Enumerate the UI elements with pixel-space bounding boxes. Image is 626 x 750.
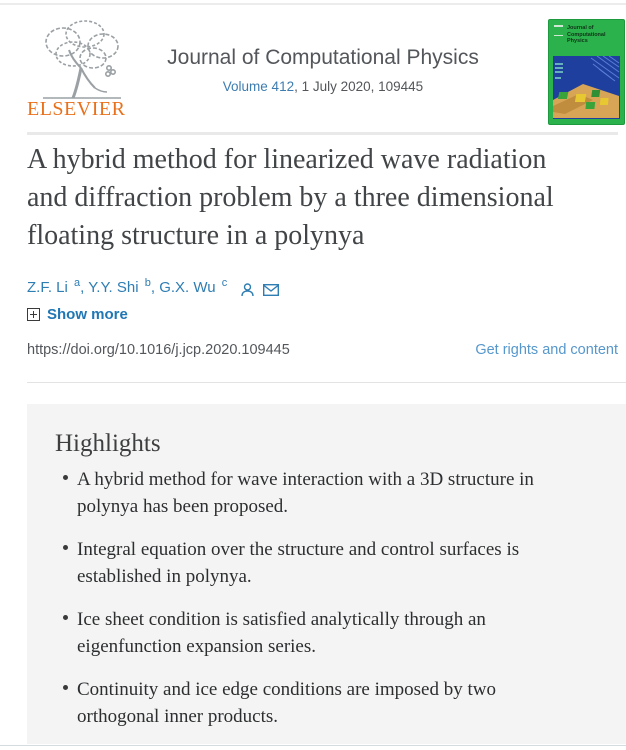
journal-cover-thumbnail[interactable] [548, 19, 625, 125]
highlight-item [27, 676, 555, 730]
expand-plus-icon [27, 308, 40, 321]
author-list [27, 277, 279, 298]
elsevier-logo[interactable] [27, 16, 137, 121]
highlights-heading: Highlights [55, 430, 161, 457]
highlight-text: A hybrid method for wave interaction with a 3D structure in polynya has been proposed. [77, 469, 534, 517]
cover-emblem-icon [554, 25, 563, 36]
email-envelope-icon[interactable] [263, 284, 279, 296]
page-top-divider [0, 3, 626, 5]
author-icons [237, 281, 278, 298]
highlight-item [27, 606, 555, 660]
article-title: A hybrid method for linearized wave radiation and diffraction problem by a three dimensional floating structure in a polynya [27, 144, 554, 251]
bullet-icon [63, 685, 68, 690]
doi-link[interactable]: https://doi.org/10.1016/j.jcp.2020.109445 [27, 342, 290, 358]
issue-info: , 1 July 2020, 109445 [294, 79, 424, 94]
highlight-text: Integral equation over the structure and control surfaces is established in polynya. [77, 539, 520, 587]
highlights-list [27, 466, 555, 746]
cover-artwork [553, 56, 620, 119]
get-rights-link[interactable]: Get rights and content [475, 342, 618, 358]
abstract-top-divider [27, 382, 626, 383]
bullet-icon [63, 615, 68, 620]
header-divider [27, 132, 618, 135]
journal-title-link[interactable]: Journal of Computational Physics [167, 46, 479, 69]
author-link[interactable]: Y.Y. Shi $^b$ [88, 277, 151, 296]
show-more-button[interactable] [27, 306, 128, 323]
author-link[interactable]: G.X. Wu $^c$ [159, 277, 228, 296]
page-bottom-divider [0, 745, 626, 746]
bullet-icon [63, 475, 68, 480]
highlights-section [27, 404, 626, 744]
corresponding-author-icon[interactable] [241, 283, 254, 297]
author-link[interactable]: Z.F. Li $^a$ [27, 277, 81, 296]
bullet-icon [63, 545, 68, 550]
doi-row [27, 342, 618, 358]
cover-title: Journal of Computational Physics [567, 25, 606, 44]
show-more-label: Show more [47, 306, 128, 323]
author-names-container: Z.F. Li $^a$, Y.Y. Shi $^b$, G.X. Wu $^c$ [27, 277, 228, 296]
highlight-text: Continuity and ice edge conditions are imposed by two orthogonal inner products. [77, 679, 496, 727]
highlight-text: Ice sheet condition is satisfied analytically through an eigenfunction expansion series. [77, 609, 486, 657]
elsevier-tree-icon [29, 16, 133, 100]
volume-link[interactable]: Volume 412 [222, 79, 295, 94]
elsevier-wordmark: ELSEVIER [27, 98, 126, 120]
journal-header [133, 46, 513, 94]
volume-issue-line [133, 79, 513, 94]
highlight-item [27, 536, 555, 590]
highlight-item [27, 466, 555, 520]
